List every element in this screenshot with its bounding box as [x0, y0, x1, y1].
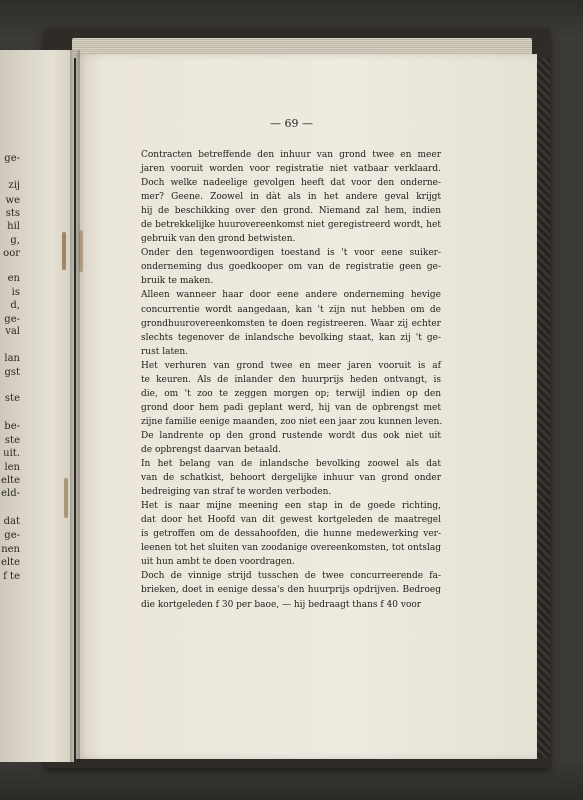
- paragraph: [141, 569, 441, 611]
- text-line: jaren vooruit worden voor registratie niet vatbaar verklaard.: [141, 164, 441, 175]
- text-line: de betrekkelijke huurovereenkomst niet geregistreerd wordt, het: [141, 220, 441, 231]
- text-line: Doch welke nadeelige gevolgen heeft dat voor den onderne-: [141, 178, 441, 189]
- text-line: Doch de vinnige strijd tusschen de twee concurreerende fa-: [141, 571, 441, 582]
- text-line: bruik te maken.: [141, 276, 214, 287]
- text-line: In het belang van de inlandsche bevolking zoowel als dat: [141, 459, 441, 470]
- text-line: grondhuurovereenkomsten te doen registreeren. Waar zij echter: [141, 318, 441, 329]
- binding-stain: [64, 478, 68, 518]
- page-number: [0, 117, 583, 130]
- text-line: grond door hem padi geplant werd, hij van de opbrengst met: [141, 402, 441, 413]
- left-page-fragment: we: [5, 195, 20, 206]
- paragraph: [141, 288, 441, 358]
- left-page-fragment: val: [5, 326, 20, 337]
- left-page-fragment: zij: [8, 180, 20, 191]
- left-page-fragment: is: [11, 287, 20, 298]
- left-page-fragment: hil: [7, 221, 20, 232]
- binding-stain: [62, 232, 66, 270]
- text-line: De landrente op den grond rustende wordt dus ook niet uit: [141, 430, 441, 441]
- left-page-fragment: ste: [4, 393, 20, 404]
- paragraph: [141, 429, 441, 457]
- paragraph: [141, 148, 441, 246]
- left-page-fragment: nen: [1, 544, 20, 555]
- text-line: die kortgeleden f 30 per baoe, — hij bedraagt thans f 40 voor: [141, 599, 422, 610]
- left-page-fragment: oor: [3, 248, 20, 259]
- paragraph: [141, 246, 441, 288]
- body-text: [141, 148, 441, 612]
- left-page-fragment: d,: [10, 300, 20, 311]
- text-line: zijne familie eenige maanden, zoo niet een jaar zou kunnen leven.: [141, 416, 443, 427]
- book-gutter: [70, 50, 80, 762]
- left-page-fragment: be-: [4, 421, 20, 432]
- text-line: onderneming dus goedkooper om van de registratie geen ge-: [141, 262, 441, 273]
- left-page-fragment: ge-: [4, 153, 20, 164]
- left-page-fragment: g,: [10, 235, 20, 246]
- text-line: van de schatkist, behoort dergelijke inhuur van grond onder: [141, 473, 441, 484]
- paragraph: [141, 499, 441, 569]
- left-page-fragment: ste: [4, 435, 20, 446]
- text-line: te keuren. Als de inlander den huurprijs heden ontvangt, is: [141, 374, 441, 385]
- left-page-fragment: dat: [3, 516, 20, 527]
- text-line: brieken, doet in eenige dessa's den huurprijs opdrijven. Bedroeg: [141, 585, 441, 596]
- text-line: gebruik van den grond betwisten.: [141, 234, 296, 245]
- binding-stain: [79, 230, 83, 272]
- page-number-text: — 69 —: [270, 117, 313, 130]
- text-line: dat door het Hoofd van dit gewest kortgeleden de maatregel: [141, 515, 441, 526]
- paragraph: [141, 359, 441, 429]
- left-page: [0, 50, 74, 762]
- left-page-fragment: len: [4, 462, 20, 473]
- left-page-fragment: uit.: [3, 448, 20, 459]
- text-line: uit hun ambt te doen voordragen.: [141, 557, 295, 568]
- text-line: is getroffen om de dessahoofden, die hunne medewerking ver-: [141, 529, 441, 540]
- left-page-fragment: ge-: [4, 530, 20, 541]
- text-line: slechts tegenover de inlandsche bevolking staat, kan zij 't ge-: [141, 332, 441, 343]
- left-page-fragment: lan: [4, 353, 20, 364]
- text-line: Onder den tegenwoordigen toestand is 't voor eene suiker-: [141, 248, 441, 259]
- text-line: leenen tot het sluiten van zoodanige overeenkomsten, tot ontslag: [141, 543, 441, 554]
- left-page-fragment: ge-: [4, 314, 20, 325]
- text-line: bedreiging van straf te worden verboden.: [141, 487, 332, 498]
- left-page-fragment: sts: [5, 208, 20, 219]
- text-line: rust laten.: [141, 346, 189, 357]
- text-line: de opbrengst daarvan betaald.: [141, 444, 282, 455]
- text-line: Het verhuren van grond twee en meer jaren vooruit is af: [141, 360, 441, 371]
- text-line: hij de beschikking over den grond. Niemand zal hem, indien: [141, 206, 441, 217]
- left-page-fragment: en: [7, 273, 20, 284]
- text-line: mer? Geene. Zoowel in dàt als in het andere geval krijgt: [141, 192, 441, 203]
- left-page-fragment: elte: [0, 557, 20, 568]
- cover-marbled-edge: [536, 58, 550, 758]
- left-page-fragment: eld-: [1, 488, 20, 499]
- left-page-fragment: elte: [0, 475, 20, 486]
- left-page-fragment: gst: [4, 367, 20, 378]
- text-line: Alleen wanneer haar door eene andere onderneming hevige: [141, 290, 441, 301]
- text-line: Het is naar mijne meening een stap in de goede richting,: [141, 501, 441, 512]
- left-page-fragment: f te: [3, 571, 20, 582]
- paragraph: [141, 457, 441, 499]
- text-line: concurrentie wordt aangedaan, kan 't zijn nut hebben om de: [141, 304, 441, 315]
- text-line: die, om 't zoo te zeggen morgen op; terwijl indien op den: [141, 388, 441, 399]
- text-line: Contracten betreffende den inhuur van grond twee en meer: [141, 150, 441, 160]
